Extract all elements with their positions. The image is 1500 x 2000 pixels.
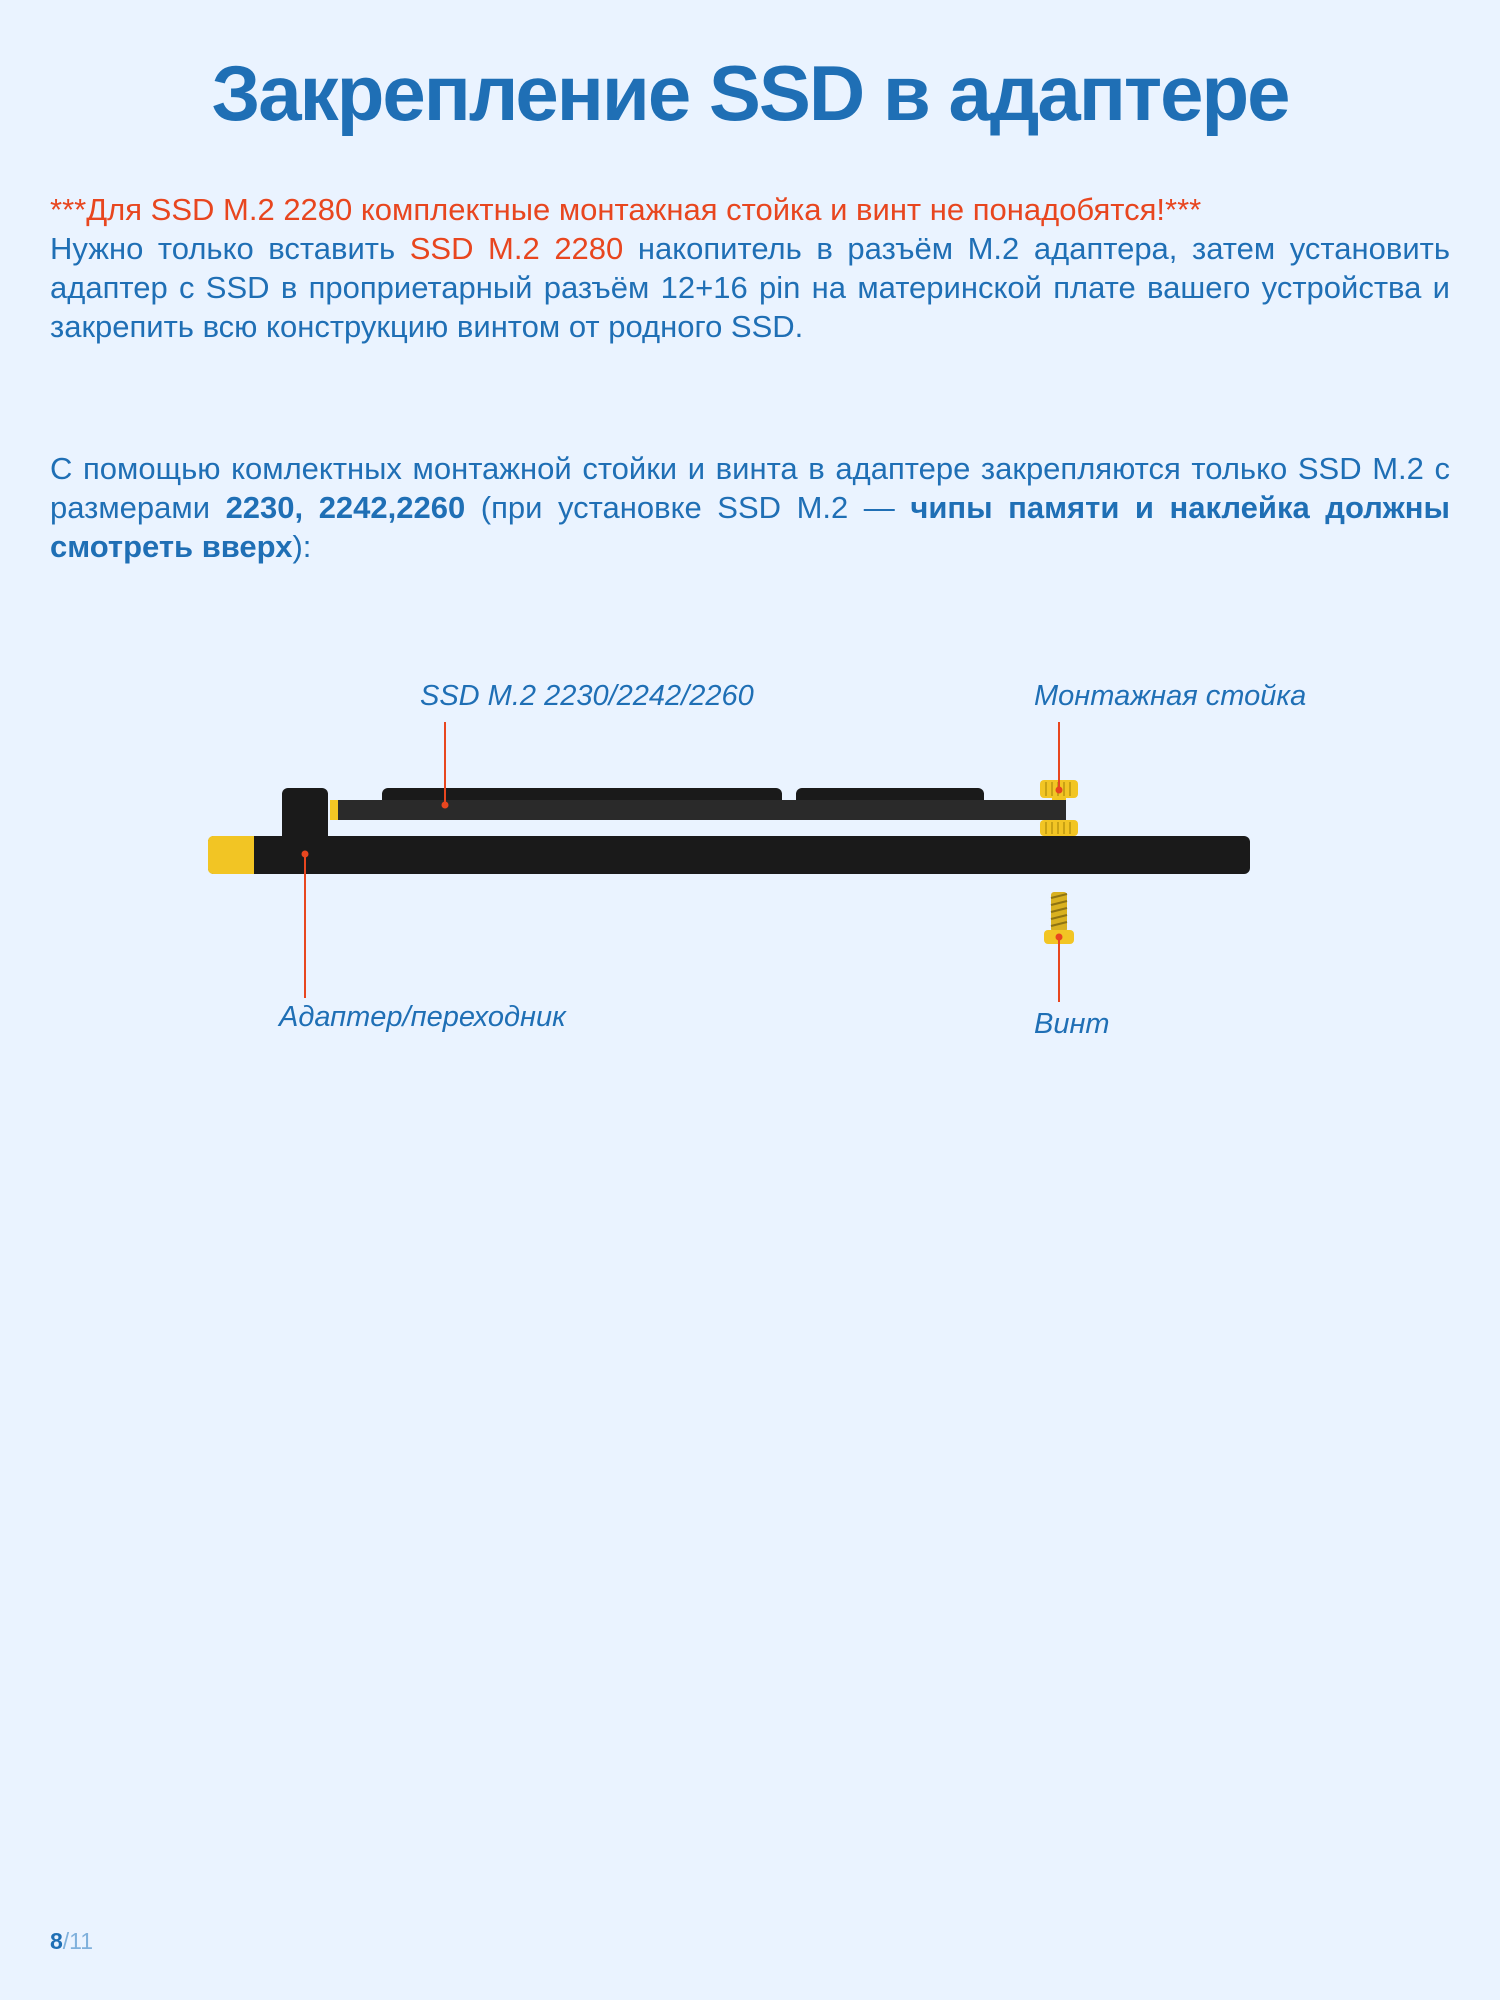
instruction-text-end: накопитель в разъём M.2 адаптера, затем установить адаптер с SSD в проприетарный разъём 12+16 pin на материнской плате вашего устройства и закрепить всю конструкцию винтом от родного SSD. [50,231,1450,344]
page-total: /11 [62,1928,94,1954]
paragraph-mounting-instructions [50,449,1450,566]
instruction-text-start: Нужно только вставить [50,231,410,266]
ssd-pointer-dot [442,802,449,809]
page-current: 8 [50,1928,63,1954]
ssd-contacts [330,800,338,820]
supported-sizes: 2230, 2242,2260 [225,490,466,525]
ssd-label: SSD M.2 2230/2242/2260 [420,680,754,712]
page-number [50,1928,93,1955]
mounting-text-middle: (при установке SSD M.2 — [465,490,911,525]
orientation-note: чипы памяти и наклейка должны смотреть вверх [50,490,1450,564]
paragraph-2280-instructions [50,190,1450,346]
screw-label: Винт [1034,1008,1110,1040]
ssd-board [330,800,1065,820]
adapter-label: Адаптер/переходник [279,1001,566,1033]
adapter-board [208,836,1250,874]
warning-text: ***Для SSD M.2 2280 комплектные монтажная стойка и винт не понадобятся!*** [50,192,1202,227]
screw-pointer-dot [1056,934,1063,941]
standoff-pointer-dot [1056,787,1063,794]
ssd-2280-highlight: SSD M.2 2280 [409,231,624,266]
mounting-text-start: С помощью комлектных монтажной стойки и винта в адаптере закрепляются только SSD M.2 с размерами [50,451,1450,525]
adapter-pointer-dot [302,851,309,858]
standoff-label: Монтажная стойка [1034,680,1307,712]
page-title: Закрепление SSD в адаптере [211,49,1289,137]
mounting-text-end: ): [292,529,312,564]
